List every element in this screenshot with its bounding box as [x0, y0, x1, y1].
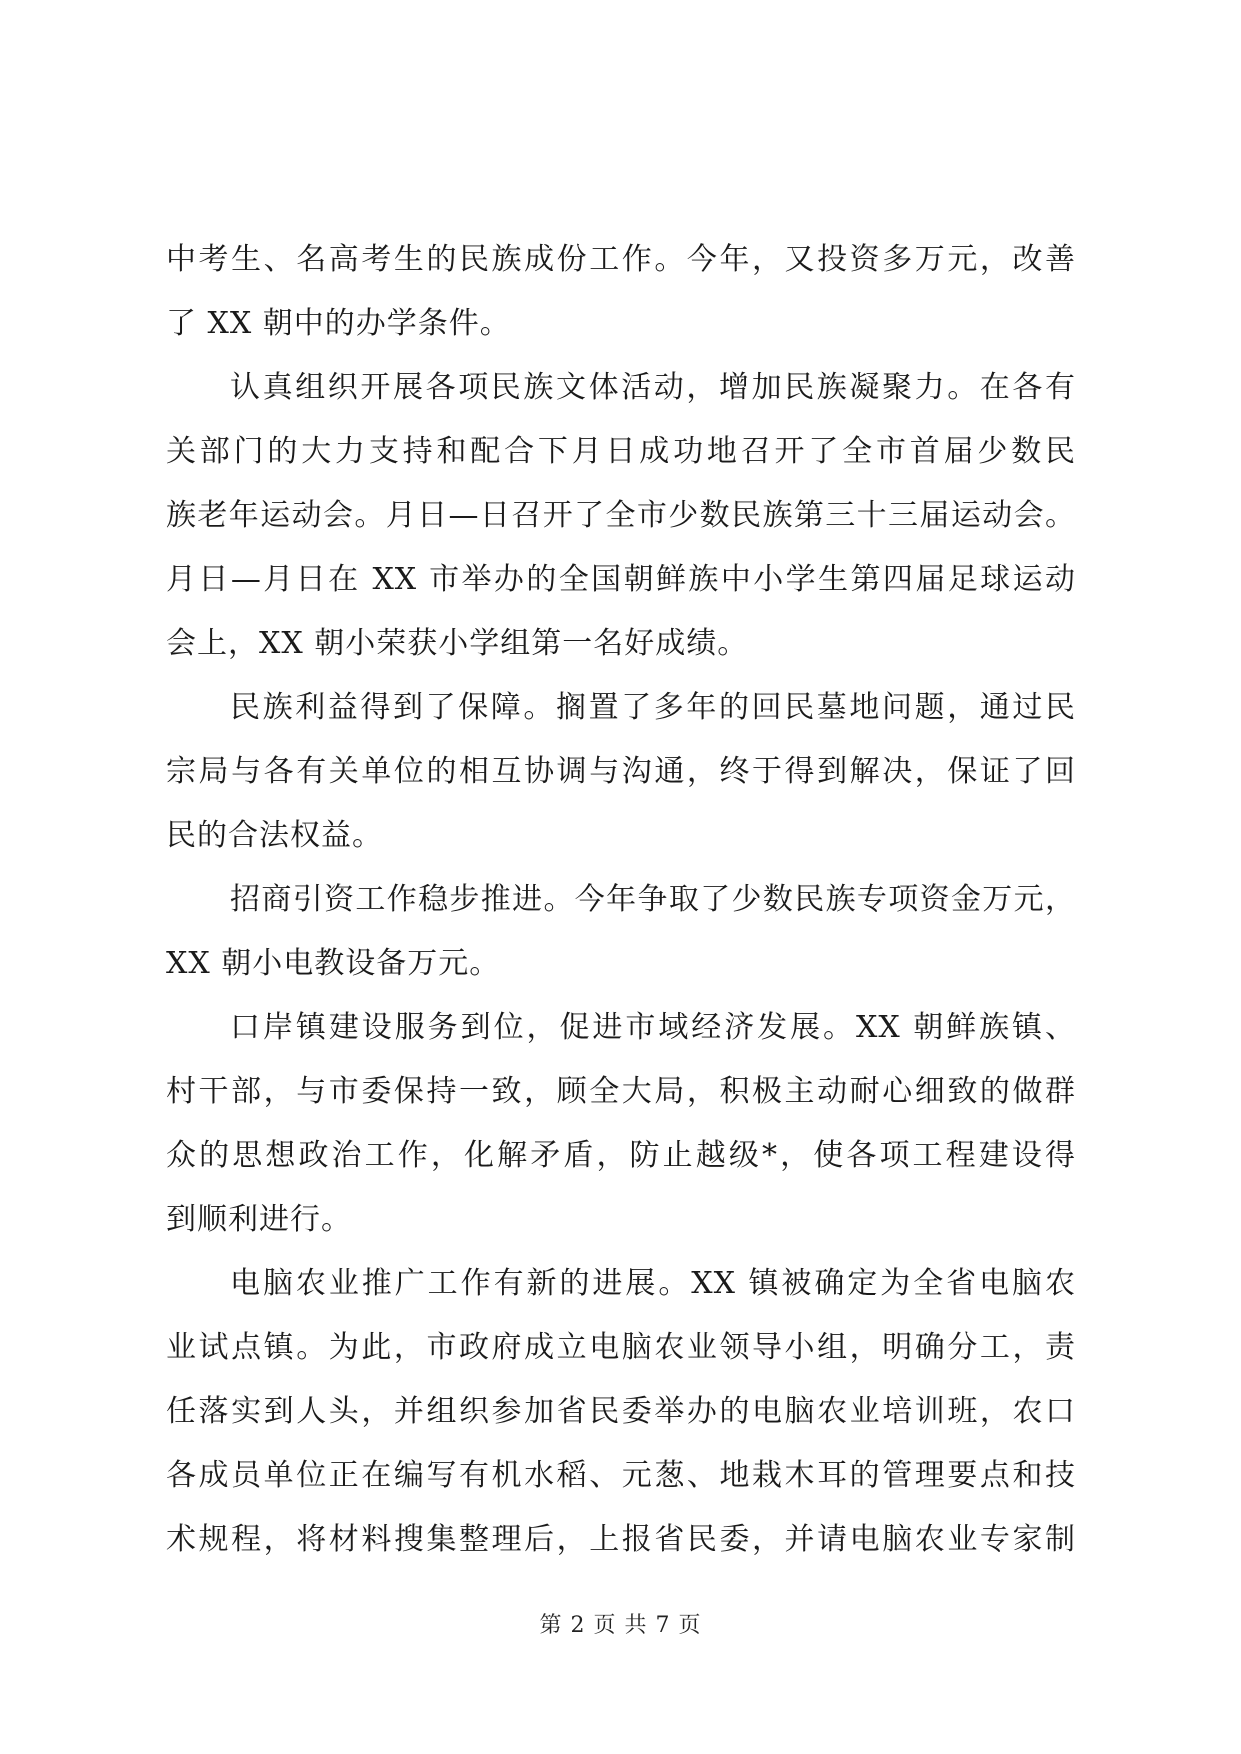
text-line: 众的思想政治工作，化解矛盾，防止越级*，使各项工程建设得	[166, 1138, 1076, 1173]
text-line: 任落实到人头，并组织参加省民委举办的电脑农业培训班，农口	[166, 1394, 1076, 1429]
text-line: 会上，XX 朝小荣获小学组第一名好成绩。	[166, 626, 749, 661]
text-line: 村干部，与市委保持一致，顾全大局，积极主动耐心细致的做群	[166, 1074, 1076, 1109]
page-number-footer: 第 2 页 共 7 页	[539, 1613, 702, 1638]
text-line: 了 XX 朝中的办学条件。	[166, 306, 511, 341]
text-line: 到顺利进行。	[166, 1202, 352, 1237]
text-line: 月日—月日在 XX 市举办的全国朝鲜族中小学生第四届足球运动	[166, 562, 1076, 597]
text-line: 认真组织开展各项民族文体活动，增加民族凝聚力。在各有	[230, 370, 1076, 405]
document-body	[166, 228, 1076, 1572]
text-line: 宗局与各有关单位的相互协调与沟通，终于得到解决，保证了回	[166, 754, 1076, 789]
text-line: 招商引资工作稳步推进。今年争取了少数民族专项资金万元，	[230, 882, 1076, 917]
text-line: 族老年运动会。月日—日召开了全市少数民族第三十三届运动会。	[166, 498, 1076, 533]
text-line: 民族利益得到了保障。搁置了多年的回民墓地问题，通过民	[230, 690, 1076, 725]
text-line: 关部门的大力支持和配合下月日成功地召开了全市首届少数民	[166, 434, 1076, 469]
text-line: 术规程，将材料搜集整理后，上报省民委，并请电脑农业专家制	[166, 1522, 1076, 1557]
text-line: 电脑农业推广工作有新的进展。XX 镇被确定为全省电脑农	[230, 1266, 1076, 1301]
text-line: XX 朝小电教设备万元。	[166, 946, 501, 981]
text-line: 各成员单位正在编写有机水稻、元葱、地栽木耳的管理要点和技	[166, 1458, 1076, 1493]
text-line: 口岸镇建设服务到位，促进市域经济发展。XX 朝鲜族镇、	[230, 1010, 1076, 1045]
text-line: 中考生、名高考生的民族成份工作。今年，又投资多万元，改善	[166, 242, 1076, 277]
text-line: 业试点镇。为此，市政府成立电脑农业领导小组，明确分工，责	[166, 1330, 1076, 1365]
text-line: 民的合法权益。	[166, 818, 383, 853]
